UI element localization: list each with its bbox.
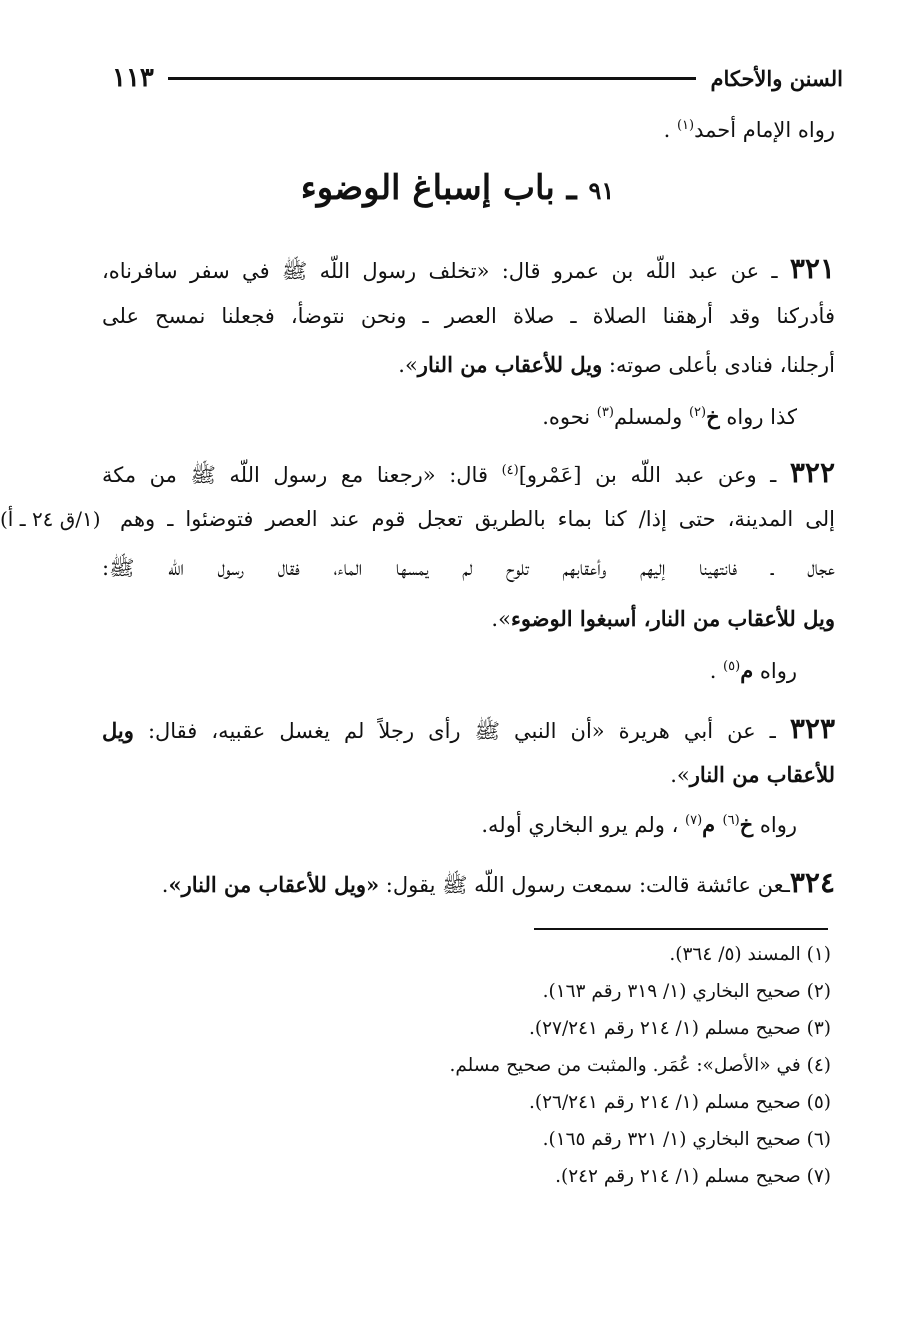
running-title: السنن والأحكام: [710, 65, 843, 91]
hadith-321-line-1: [102, 252, 835, 286]
source-text: ولمسلم: [613, 405, 689, 429]
footnote-mark: (٤): [501, 463, 519, 478]
footnote-mark: (٢): [688, 405, 707, 420]
hadith-text: إلى المدينة، حتى إذا/ كنا بماء بالطريق تعجل قوم عند العصر فتوضئوا ـ وهم: [120, 507, 835, 531]
hadith-322-line-4: [102, 606, 835, 632]
hadith-323-line-1: [102, 712, 835, 746]
footnote-3: (٣) صحيح مسلم (١/ ٢١٤ رقم ٢٧/٢٤١).: [528, 1018, 831, 1039]
manuscript-margin-note: (١/ق ٢٤ ـ أ): [0, 507, 101, 531]
hadith-bold-text: للأعقاب من النار: [689, 762, 835, 787]
hadith-text: ».: [491, 607, 511, 631]
source-symbol: م: [702, 812, 723, 837]
hadith-bold-text: ويل للأعقاب من النار، أسبغوا الوضوء: [510, 606, 835, 631]
source-text: ، ولم يرو البخاري أوله.: [481, 813, 686, 837]
hadith-322-source: [102, 658, 797, 684]
footnote-mark: (٦): [722, 813, 740, 828]
chapter-title: باب إسباغ الوضوء: [300, 168, 555, 208]
hadith-text: أرجلنا، فنادى بأعلى صوته:: [602, 353, 835, 377]
source-symbol: م: [740, 658, 754, 683]
hadith-321-source: [102, 404, 797, 430]
hadith-324-line-1: [102, 866, 835, 900]
chapter-heading: ٩١ ـ باب إسباغ الوضوء: [300, 168, 615, 208]
hadith-bold-text: ويل للأعقاب من النار: [417, 352, 603, 377]
hadith-bold-text: «ويل للأعقاب من النار»: [168, 872, 380, 897]
source-text: رواه: [753, 813, 797, 837]
source-symbol: خ: [739, 812, 754, 837]
footnote-1: (١) المسند (٥/ ٣٦٤).: [669, 944, 831, 965]
hadith-321-line-3: [102, 352, 835, 378]
chapter-number: ٩١: [588, 176, 615, 205]
footnote-mark: (٣): [596, 405, 614, 420]
intro-end: .: [663, 118, 677, 142]
source-text: رواه: [753, 659, 797, 683]
hadith-text: عجال ـ فانتهينا إليهم وأعقابهم تلوح لم يمسها الماء، فقال رسول اللّه ﷺ:: [102, 556, 835, 580]
intro-line: [102, 118, 835, 143]
hadith-bold-text: ويل: [102, 718, 134, 743]
hadith-text: قال: «رجعنا مع رسول اللّه ﷺ من مكة: [102, 463, 502, 487]
hadith-text: ».: [670, 763, 690, 787]
footnote-5: (٥) صحيح مسلم (١/ ٢١٤ رقم ٢٦/٢٤١).: [528, 1092, 831, 1113]
page-number: ١١٣: [112, 63, 154, 93]
hadith-number: ٣٢٤: [789, 866, 835, 899]
hadith-number: ٣٢١: [789, 252, 835, 285]
footnote-6: (٦) صحيح البخاري (١/ ٣٢١ رقم ١٦٥).: [542, 1129, 831, 1150]
footnote-separator: [534, 928, 828, 930]
hadith-text: ـعن عائشة قالت: سمعت رسول اللّه ﷺ يقول:: [379, 873, 790, 897]
hadith-number: ٣٢٢: [789, 456, 836, 489]
footnote-7: (٧) صحيح مسلم (١/ ٢١٤ رقم ٢٤٢).: [555, 1166, 831, 1187]
footnote-mark: (١): [676, 118, 695, 133]
footnote-mark: (٧): [685, 813, 703, 828]
running-header: [112, 60, 843, 96]
hadith-text: .: [161, 873, 169, 897]
footnote-4: (٤) في «الأصل»: عُمَر. والمثبت من صحيح مسلم.: [449, 1055, 831, 1076]
hadith-323-line-2: [102, 762, 835, 788]
hadith-322-line-3: [102, 556, 835, 581]
hadith-text: فأدركنا وقد أرهقنا الصلاة ـ صلاة العصر ـ ونحن نتوضأ، فجعلنا نمسح على: [102, 304, 835, 328]
source-text: كذا رواه: [719, 405, 797, 429]
hadith-323-source: [102, 812, 797, 838]
hadith-text: ».: [398, 353, 418, 377]
source-symbol: خ: [706, 404, 720, 429]
source-text: نحوه.: [542, 405, 597, 429]
hadith-321-line-2: [102, 304, 835, 329]
source-text: .: [709, 659, 724, 683]
footnote-2: (٢) صحيح البخاري (١/ ٣١٩ رقم ١٦٣).: [542, 981, 831, 1002]
header-rule: [168, 77, 697, 80]
hadith-322-line-2: [120, 507, 835, 532]
hadith-text: ـ عن أبي هريرة «أن النبي ﷺ رأى رجلاً لم يغسل عقبيه، فقال:: [133, 719, 790, 743]
hadith-number: ٣٢٣: [789, 712, 835, 745]
footnote-mark: (٥): [723, 659, 741, 674]
intro-text: رواه الإمام أحمد: [694, 118, 835, 142]
hadith-text: ـ وعن عبد اللّه بن [عَمْرو]: [518, 463, 790, 487]
hadith-322-line-1: [102, 456, 835, 490]
hadith-text: ـ عن عبد اللّه بن عمرو قال: «تخلف رسول اللّه ﷺ في سفر سافرناه،: [102, 259, 790, 283]
